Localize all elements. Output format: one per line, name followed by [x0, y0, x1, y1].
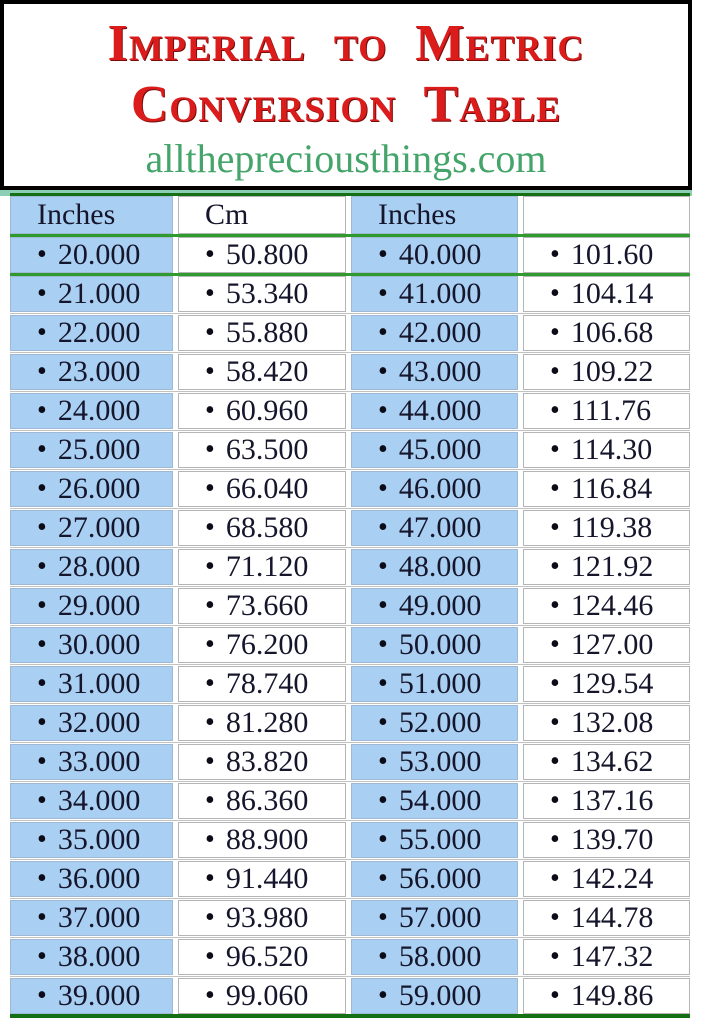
column-header-inches-left: Inches — [10, 196, 173, 234]
cm-value: 60.960 — [225, 394, 309, 427]
table-row — [10, 783, 690, 819]
inches-value: 34.000 — [57, 784, 141, 817]
cm-cell — [178, 939, 346, 975]
inches-value: 44.000 — [398, 394, 482, 427]
bullet-icon: • — [550, 668, 560, 699]
cm-value: 73.660 — [225, 589, 309, 622]
cm-value: 139.70 — [570, 823, 654, 856]
inches-value: 37.000 — [57, 901, 141, 934]
inches-cell — [351, 237, 518, 273]
table-row — [10, 900, 690, 936]
inches-value: 39.000 — [57, 979, 141, 1012]
cm-value: 144.78 — [570, 901, 654, 934]
bullet-icon: • — [205, 785, 215, 816]
table-row — [10, 510, 690, 546]
cm-cell — [178, 900, 346, 936]
cm-value: 91.440 — [225, 862, 309, 895]
inches-cell — [10, 666, 173, 702]
bullet-icon: • — [205, 512, 215, 543]
cm-value: 93.980 — [225, 901, 309, 934]
bullet-icon: • — [550, 434, 560, 465]
inches-value: 56.000 — [398, 862, 482, 895]
cm-cell — [523, 354, 690, 390]
cm-value: 134.62 — [570, 745, 654, 778]
inches-cell — [351, 315, 518, 351]
inches-value: 50.000 — [398, 628, 482, 661]
inches-cell — [10, 978, 173, 1014]
bullet-icon: • — [37, 356, 47, 387]
inches-cell — [10, 237, 173, 273]
inches-cell — [351, 978, 518, 1014]
cm-cell — [178, 744, 346, 780]
inches-value: 28.000 — [57, 550, 141, 583]
cm-value: 137.16 — [570, 784, 654, 817]
cm-cell — [523, 978, 690, 1014]
inches-value: 41.000 — [398, 277, 482, 310]
bullet-icon: • — [205, 239, 215, 270]
bullet-icon: • — [378, 356, 388, 387]
bullet-icon: • — [205, 473, 215, 504]
inches-cell — [10, 276, 173, 312]
bullet-icon: • — [378, 434, 388, 465]
cm-value: 114.30 — [570, 433, 653, 466]
table-row — [10, 432, 690, 468]
bullet-icon: • — [550, 512, 560, 543]
cm-value: 121.92 — [570, 550, 654, 583]
inches-value: 49.000 — [398, 589, 482, 622]
inches-value: 25.000 — [57, 433, 141, 466]
bullet-icon: • — [205, 824, 215, 855]
cm-cell — [178, 276, 346, 312]
bullet-icon: • — [550, 629, 560, 660]
cm-cell — [178, 354, 346, 390]
inches-value: 27.000 — [57, 511, 141, 544]
page-title-line2: Conversion Table — [130, 76, 562, 133]
cm-value: 147.32 — [570, 940, 654, 973]
bullet-icon: • — [378, 317, 388, 348]
inches-value: 43.000 — [398, 355, 482, 388]
bullet-icon: • — [205, 668, 215, 699]
bullet-icon: • — [550, 902, 560, 933]
bullet-icon: • — [205, 551, 215, 582]
cm-cell — [523, 393, 690, 429]
bullet-icon: • — [205, 941, 215, 972]
bullet-icon: • — [37, 629, 47, 660]
inches-value: 26.000 — [57, 472, 141, 505]
inches-value: 31.000 — [57, 667, 141, 700]
bullet-icon: • — [205, 590, 215, 621]
cm-cell — [523, 237, 690, 273]
bullet-icon: • — [205, 278, 215, 309]
cm-cell — [178, 822, 346, 858]
cm-value: 58.420 — [225, 355, 309, 388]
bullet-icon: • — [378, 512, 388, 543]
bullet-icon: • — [205, 629, 215, 660]
cm-value: 109.22 — [570, 355, 654, 388]
inches-value: 21.000 — [57, 277, 141, 310]
inches-cell — [351, 627, 518, 663]
inches-cell — [10, 510, 173, 546]
table-row — [10, 354, 690, 390]
bullet-icon: • — [37, 863, 47, 894]
bullet-icon: • — [205, 395, 215, 426]
cm-value: 106.68 — [570, 316, 654, 349]
cm-cell — [523, 939, 690, 975]
cm-cell — [178, 237, 346, 273]
cm-cell — [523, 666, 690, 702]
bullet-icon: • — [550, 707, 560, 738]
bullet-icon: • — [378, 785, 388, 816]
inches-value: 46.000 — [398, 472, 482, 505]
bullet-icon: • — [550, 785, 560, 816]
cm-cell — [178, 705, 346, 741]
table-row — [10, 939, 690, 975]
bullet-icon: • — [37, 824, 47, 855]
inches-value: 53.000 — [398, 745, 482, 778]
inches-cell — [10, 549, 173, 585]
inches-value: 20.000 — [57, 238, 141, 271]
bullet-icon: • — [37, 551, 47, 582]
cm-cell — [178, 510, 346, 546]
inches-cell — [351, 666, 518, 702]
inches-cell — [10, 627, 173, 663]
inches-value: 48.000 — [398, 550, 482, 583]
cm-value: 99.060 — [225, 979, 309, 1012]
table-row — [10, 393, 690, 429]
cm-cell — [523, 900, 690, 936]
table-row — [10, 588, 690, 624]
cm-cell — [178, 588, 346, 624]
inches-cell — [351, 393, 518, 429]
cm-value: 111.76 — [570, 394, 652, 427]
inches-cell — [10, 861, 173, 897]
inches-cell — [351, 354, 518, 390]
cm-value: 104.14 — [570, 277, 654, 310]
cm-value: 129.54 — [570, 667, 654, 700]
bullet-icon: • — [550, 551, 560, 582]
inches-value: 59.000 — [398, 979, 482, 1012]
bullet-icon: • — [550, 278, 560, 309]
bullet-icon: • — [205, 434, 215, 465]
bullet-icon: • — [550, 590, 560, 621]
bullet-icon: • — [37, 395, 47, 426]
bullet-icon: • — [378, 863, 388, 894]
bullet-icon: • — [550, 941, 560, 972]
table-header-row — [10, 196, 690, 234]
bullet-icon: • — [37, 941, 47, 972]
bullet-icon: • — [37, 590, 47, 621]
cm-cell — [523, 432, 690, 468]
inches-value: 38.000 — [57, 940, 141, 973]
bullet-icon: • — [550, 980, 560, 1011]
table-row — [10, 549, 690, 585]
cm-value: 88.900 — [225, 823, 309, 856]
cm-cell — [178, 861, 346, 897]
table-body — [10, 237, 690, 1014]
table-row — [10, 822, 690, 858]
cm-cell — [178, 393, 346, 429]
cm-cell — [178, 315, 346, 351]
inches-value: 36.000 — [57, 862, 141, 895]
bullet-icon: • — [378, 824, 388, 855]
cm-value: 142.24 — [570, 862, 654, 895]
inches-cell — [351, 861, 518, 897]
bullet-icon: • — [205, 707, 215, 738]
bullet-icon: • — [550, 395, 560, 426]
inches-cell — [10, 900, 173, 936]
cm-cell — [178, 471, 346, 507]
inches-cell — [351, 549, 518, 585]
inches-value: 29.000 — [57, 589, 141, 622]
bullet-icon: • — [550, 239, 560, 270]
bullet-icon: • — [37, 980, 47, 1011]
bullet-icon: • — [205, 902, 215, 933]
cm-cell — [523, 744, 690, 780]
cm-value: 132.08 — [570, 706, 654, 739]
inches-cell — [10, 354, 173, 390]
inches-cell — [351, 900, 518, 936]
inches-cell — [351, 276, 518, 312]
bullet-icon: • — [550, 356, 560, 387]
inches-value: 58.000 — [398, 940, 482, 973]
cm-value: 66.040 — [225, 472, 309, 505]
cm-cell — [178, 549, 346, 585]
cm-cell — [523, 588, 690, 624]
bullet-icon: • — [37, 473, 47, 504]
cm-value: 101.60 — [570, 238, 654, 271]
cm-cell — [523, 315, 690, 351]
bullet-icon: • — [378, 668, 388, 699]
column-header-cm-left: Cm — [178, 196, 346, 234]
inches-value: 32.000 — [57, 706, 141, 739]
cm-value: 119.38 — [570, 511, 653, 544]
bullet-icon: • — [37, 707, 47, 738]
inches-value: 35.000 — [57, 823, 141, 856]
inches-cell — [10, 744, 173, 780]
inches-value: 22.000 — [57, 316, 141, 349]
cm-value: 68.580 — [225, 511, 309, 544]
bullet-icon: • — [378, 980, 388, 1011]
cm-value: 55.880 — [225, 316, 309, 349]
table-row — [10, 315, 690, 351]
bullet-icon: • — [378, 473, 388, 504]
cm-cell — [523, 471, 690, 507]
cm-cell — [178, 432, 346, 468]
table-row — [10, 276, 690, 312]
bullet-icon: • — [378, 941, 388, 972]
inches-cell — [10, 822, 173, 858]
cm-cell — [523, 510, 690, 546]
inches-cell — [10, 588, 173, 624]
inches-value: 54.000 — [398, 784, 482, 817]
table-row — [10, 471, 690, 507]
inches-cell — [10, 783, 173, 819]
cm-cell — [178, 978, 346, 1014]
cm-value: 78.740 — [225, 667, 309, 700]
cm-value: 86.360 — [225, 784, 309, 817]
bullet-icon: • — [37, 746, 47, 777]
inches-cell — [10, 315, 173, 351]
inches-value: 42.000 — [398, 316, 482, 349]
cm-cell — [523, 705, 690, 741]
bullet-icon: • — [378, 707, 388, 738]
bullet-icon: • — [37, 434, 47, 465]
inches-value: 23.000 — [57, 355, 141, 388]
bullet-icon: • — [205, 356, 215, 387]
cm-cell — [523, 627, 690, 663]
inches-value: 57.000 — [398, 901, 482, 934]
cm-cell — [523, 861, 690, 897]
bullet-icon: • — [378, 239, 388, 270]
inches-cell — [351, 432, 518, 468]
inches-value: 55.000 — [398, 823, 482, 856]
cm-value: 149.86 — [570, 979, 654, 1012]
bullet-icon: • — [37, 902, 47, 933]
table-row — [10, 666, 690, 702]
inches-cell — [351, 939, 518, 975]
table-row — [10, 705, 690, 741]
inches-cell — [10, 432, 173, 468]
table-row — [10, 744, 690, 780]
cm-value: 71.120 — [225, 550, 309, 583]
table-row — [10, 237, 690, 273]
bullet-icon: • — [37, 512, 47, 543]
inches-cell — [351, 822, 518, 858]
inches-value: 33.000 — [57, 745, 141, 778]
bullet-icon: • — [378, 746, 388, 777]
bullet-icon: • — [550, 863, 560, 894]
cm-cell — [178, 627, 346, 663]
cm-value: 50.800 — [225, 238, 309, 271]
bullet-icon: • — [378, 590, 388, 621]
inches-cell — [351, 744, 518, 780]
inches-value: 47.000 — [398, 511, 482, 544]
inches-cell — [10, 393, 173, 429]
inches-cell — [351, 471, 518, 507]
conversion-table — [10, 193, 690, 1018]
inches-value: 40.000 — [398, 238, 482, 271]
cm-value: 81.280 — [225, 706, 309, 739]
inches-cell — [351, 510, 518, 546]
table-row — [10, 627, 690, 663]
inches-cell — [351, 783, 518, 819]
bullet-icon: • — [550, 824, 560, 855]
bullet-icon: • — [378, 629, 388, 660]
column-header-cm-right — [523, 196, 690, 234]
bullet-icon: • — [378, 395, 388, 426]
bullet-icon: • — [205, 746, 215, 777]
cm-cell — [523, 549, 690, 585]
bullet-icon: • — [205, 980, 215, 1011]
table-row — [10, 978, 690, 1014]
inches-cell — [10, 939, 173, 975]
bullet-icon: • — [37, 239, 47, 270]
table-row — [10, 861, 690, 897]
inches-value: 52.000 — [398, 706, 482, 739]
page-title-line1: Imperial to Metric — [107, 15, 585, 72]
inches-value: 24.000 — [57, 394, 141, 427]
bullet-icon: • — [205, 863, 215, 894]
bullet-icon: • — [37, 668, 47, 699]
cm-cell — [178, 666, 346, 702]
bullet-icon: • — [378, 551, 388, 582]
inches-cell — [10, 471, 173, 507]
website-text: allthepreciousthings.com — [145, 136, 547, 181]
inches-cell — [351, 705, 518, 741]
bullet-icon: • — [550, 746, 560, 777]
cm-value: 76.200 — [225, 628, 309, 661]
header-box — [0, 0, 692, 190]
cm-value: 63.500 — [225, 433, 309, 466]
cm-value: 53.340 — [225, 277, 309, 310]
bullet-icon: • — [37, 317, 47, 348]
cm-value: 96.520 — [225, 940, 309, 973]
cm-value: 83.820 — [225, 745, 309, 778]
bullet-icon: • — [205, 317, 215, 348]
cm-cell — [523, 276, 690, 312]
bullet-icon: • — [37, 785, 47, 816]
cm-value: 127.00 — [570, 628, 654, 661]
cm-cell — [178, 783, 346, 819]
cm-cell — [523, 783, 690, 819]
cm-cell — [523, 822, 690, 858]
inches-cell — [10, 705, 173, 741]
inches-cell — [351, 588, 518, 624]
inches-value: 51.000 — [398, 667, 482, 700]
bullet-icon: • — [378, 278, 388, 309]
inches-value: 30.000 — [57, 628, 141, 661]
bullet-icon: • — [37, 278, 47, 309]
inches-value: 45.000 — [398, 433, 482, 466]
bullet-icon: • — [550, 473, 560, 504]
cm-value: 124.46 — [570, 589, 654, 622]
bullet-icon: • — [378, 902, 388, 933]
bullet-icon: • — [550, 317, 560, 348]
cm-value: 116.84 — [570, 472, 653, 505]
column-header-inches-right: Inches — [351, 196, 518, 234]
